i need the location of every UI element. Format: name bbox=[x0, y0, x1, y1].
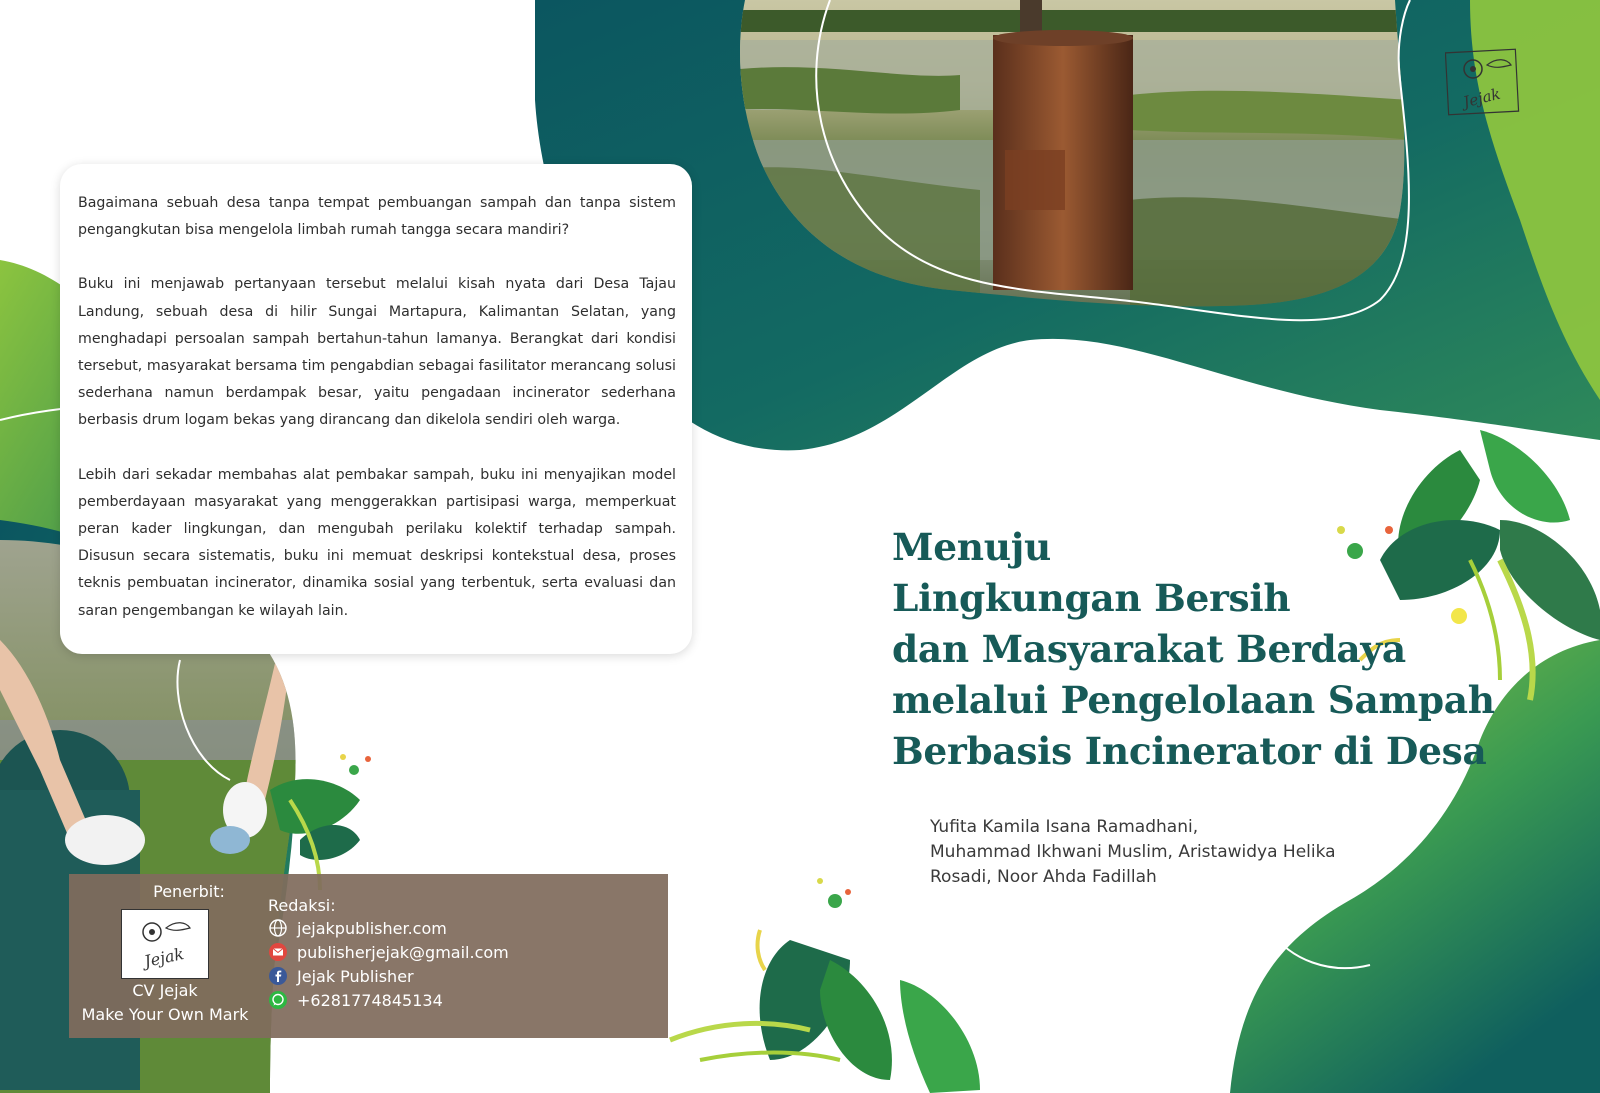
author-line-1: Yufita Kamila Isana Ramadhani, bbox=[930, 817, 1199, 837]
book-title bbox=[892, 522, 1582, 777]
contact-whatsapp-text: +6281774845134 bbox=[297, 990, 443, 1010]
globe-icon bbox=[268, 918, 288, 938]
contact-website-text: jejakpublisher.com bbox=[297, 918, 447, 938]
publisher-box bbox=[69, 874, 668, 1038]
contact-facebook-text: Jejak Publisher bbox=[297, 966, 414, 986]
jejak-logo-icon bbox=[1445, 45, 1531, 121]
contact-email-text: publisherjejak@gmail.com bbox=[297, 942, 509, 962]
email-icon bbox=[268, 942, 288, 962]
publisher-label: Penerbit: bbox=[153, 882, 225, 901]
author-line-2: Muhammad Ikhwani Muslim, Aristawidya Helika bbox=[930, 842, 1336, 862]
jejak-logo-wordmark: Jejak bbox=[1461, 84, 1503, 112]
author-list bbox=[930, 815, 1336, 890]
publisher-tagline: Make Your Own Mark bbox=[81, 1005, 249, 1024]
contact-whatsapp[interactable] bbox=[268, 988, 509, 1012]
contact-website[interactable] bbox=[268, 916, 509, 940]
synopsis-paragraph-1: Bagaimana sebuah desa tanpa tempat pembuangan sampah dan tanpa sistem pengangkutan bisa mengelola limbah rumah tangga secara mandiri? bbox=[78, 195, 676, 239]
redaksi-block bbox=[268, 896, 509, 1012]
contact-facebook[interactable] bbox=[268, 964, 509, 988]
synopsis-paragraph-3: Lebih dari sekadar membahas alat pembakar sampah, buku ini menyajikan model pemberdayaan masyarakat yang menggerakkan partisipasi warga, memperkuat peran kader lingkungan, dan mengubah perilaku kolektif terhadap sampah. Disusun secara sistematis, buku ini memuat deskripsi kontekstual desa, proses teknis pembuatan incinerator, dinamika sosial yang terbentuk, serta evaluasi dan saran pengembangan ke wilayah lain. bbox=[78, 466, 676, 619]
facebook-icon bbox=[268, 966, 288, 986]
title-line-2: Lingkungan Bersih bbox=[892, 576, 1291, 620]
jejak-logo-icon bbox=[122, 910, 208, 978]
publisher-name-block bbox=[69, 979, 261, 1027]
title-line-5: Berbasis Incinerator di Desa bbox=[892, 729, 1487, 773]
title-line-3: dan Masyarakat Berdaya bbox=[892, 627, 1406, 671]
publisher-name: CV Jejak bbox=[132, 981, 198, 1000]
title-line-1: Menuju bbox=[892, 525, 1051, 569]
whatsapp-icon bbox=[268, 990, 288, 1010]
jejak-logo-top bbox=[1445, 45, 1531, 121]
synopsis-card bbox=[60, 164, 692, 654]
publisher-logo-wordmark: Jejak bbox=[142, 944, 186, 971]
title-line-4: melalui Pengelolaan Sampah bbox=[892, 678, 1495, 722]
redaksi-label: Redaksi: bbox=[268, 896, 336, 915]
contact-email[interactable] bbox=[268, 940, 509, 964]
author-line-3: Rosadi, Noor Ahda Fadillah bbox=[930, 867, 1157, 887]
publisher-logo bbox=[121, 909, 209, 979]
synopsis-paragraph-2: Buku ini menjawab pertanyaan tersebut melalui kisah nyata dari Desa Tajau Landung, sebuah desa di hilir Sungai Martapura, Kalimantan Selatan, yang menghadapi persoalan sampah bertahun-tahun lamanya. Berangkat dari kondisi tersebut, masyarakat bersama tim pengabdian sebagai fasilitator merancang solusi sederhana namun berdampak besar, yaitu pengadaan incinerator sederhana berbasis drum logam bekas yang dirancang dan dikelola sendiri oleh warga. bbox=[78, 276, 676, 429]
